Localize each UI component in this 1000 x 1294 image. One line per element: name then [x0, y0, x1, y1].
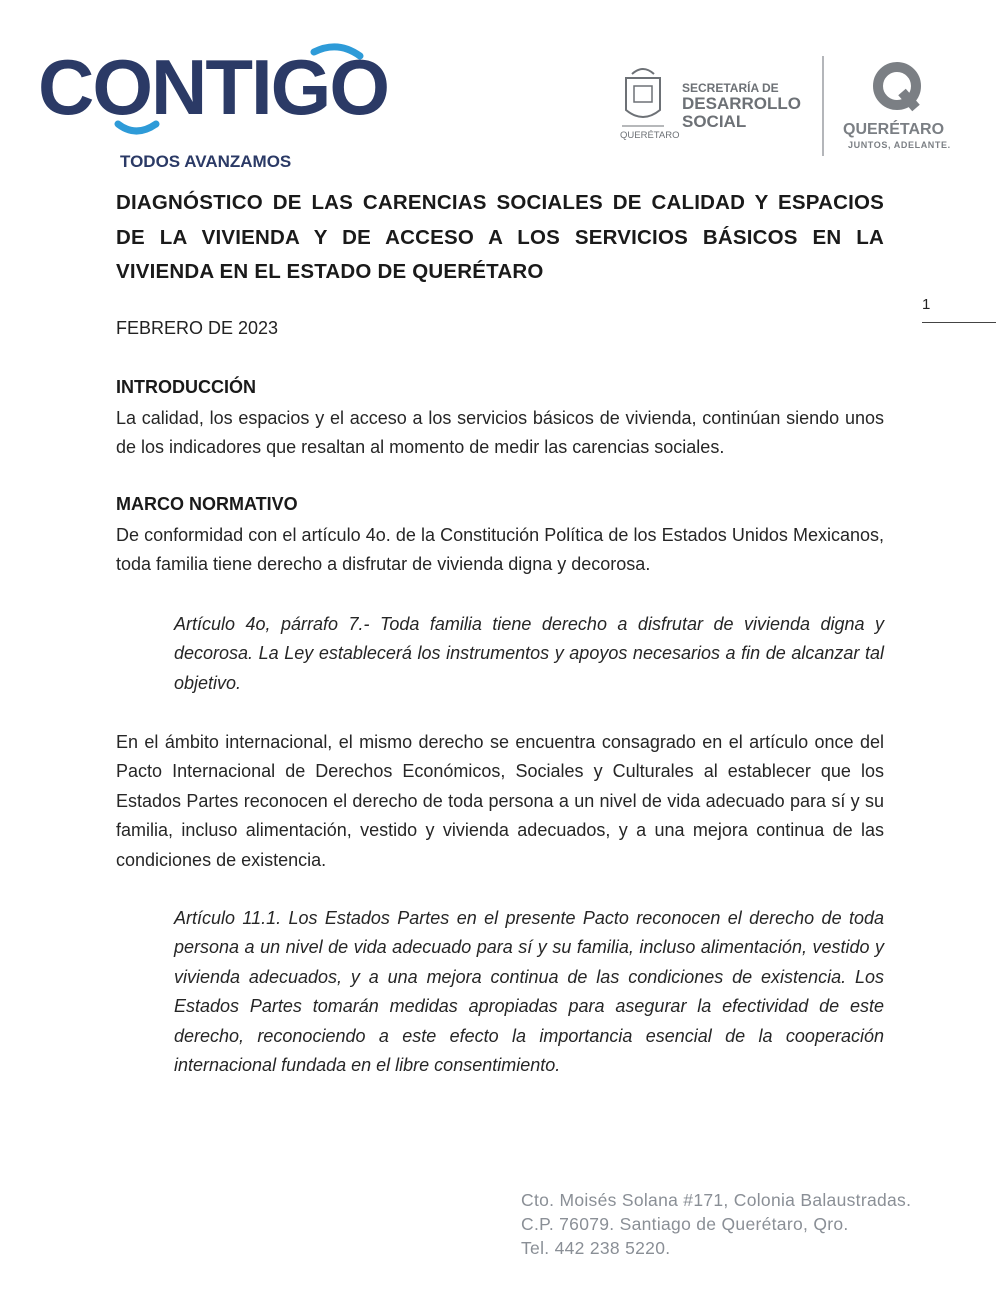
footer-address-line-2: C.P. 76079. Santiago de Querétaro, Qro.	[521, 1214, 849, 1234]
queretaro-name: QUERÉTARO	[843, 121, 945, 138]
contigo-logo	[38, 42, 398, 172]
quote-article-11: Artículo 11.1. Los Estados Partes en el presente Pacto reconocen el derecho de toda persona a un nivel de vida adecuado para sí y su familia, incluso alimentación, vestido y vivienda adecuados, y a una mejora continua de las condiciones de existencia. Los Estados Partes tomarán medidas apropiadas para asegurar la efectividad de este derecho, reconociendo a este efecto la importancia esencial de la cooperación internacional fundada en el libre consentimiento.	[174, 908, 884, 1076]
international-paragraph: En el ámbito internacional, el mismo derecho se encuentra consagrado en el artículo once del Pacto Internacional de Derechos Económicos, Sociales y Culturales al establecer que los Estados Partes reconocen el derecho de toda persona a un nivel de vida adecuado para sí y su familia, incluso alimentación, vestido y vivienda adecuados, y a una mejora continua de las condiciones de existencia.	[116, 732, 884, 870]
intro-paragraph: La calidad, los espacios y el acceso a los servicios básicos de vivienda, continúan siendo unos de los indicadores que resaltan al momento de medir las carencias sociales.	[116, 408, 884, 458]
queretaro-seal-icon	[622, 69, 664, 126]
secretaria-line-2: DESARROLLO	[682, 94, 801, 113]
government-logos	[612, 52, 962, 162]
footer-address-line-1: Cto. Moisés Solana #171, Colonia Balaustradas.	[521, 1190, 912, 1210]
seal-caption: QUERÉTARO	[620, 130, 680, 141]
page-number-rule	[922, 322, 996, 323]
queretaro-slogan: JUNTOS, ADELANTE.	[848, 140, 951, 150]
page-number: 1	[922, 296, 931, 313]
contigo-tagline: TODOS AVANZAMOS	[120, 152, 292, 171]
marco-heading: MARCO NORMATIVO	[116, 494, 298, 514]
contigo-wordmark: CONTIGO	[38, 43, 388, 131]
document-title: DIAGNÓSTICO DE LAS CARENCIAS SOCIALES DE CALIDAD Y ESPACIOS DE LA VIVIENDA Y DE ACCESO A LOS SERVICIOS BÁSICOS EN LA VIVIENDA EN EL ESTADO DE QUERÉTARO	[116, 191, 884, 283]
secretaria-line-3: SOCIAL	[682, 112, 747, 131]
document-date: FEBRERO DE 2023	[116, 318, 279, 338]
secretaria-line-1: SECRETARÍA DE	[682, 81, 779, 95]
intro-heading: INTRODUCCIÓN	[116, 377, 256, 397]
marco-paragraph: De conformidad con el artículo 4o. de la Constitución Política de los Estados Unidos Mexicanos, toda familia tiene derecho a disfrutar de vivienda digna y decorosa.	[116, 525, 884, 575]
footer-address-line-3: Tel. 442 238 5220.	[521, 1238, 671, 1258]
queretaro-q-icon	[878, 67, 916, 108]
quote-article-4: Artículo 4o, párrafo 7.- Toda familia tiene derecho a disfrutar de vivienda digna y decorosa. La Ley establecerá los instrumentos y apoyos necesarios a fin de alcanzar tal objetivo.	[174, 614, 884, 693]
